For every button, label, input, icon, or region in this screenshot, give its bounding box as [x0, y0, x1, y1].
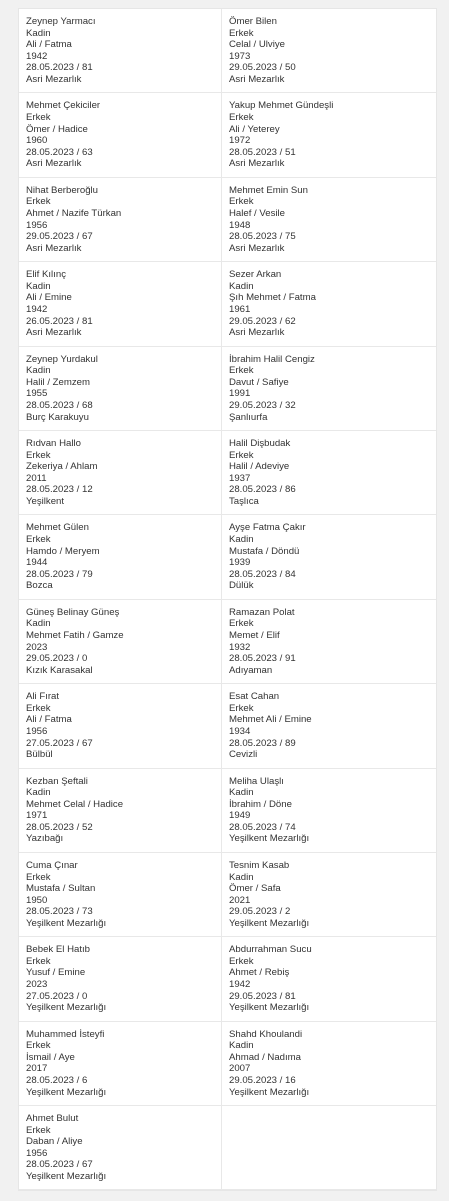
record-place: Bozca [26, 580, 53, 592]
record-birth-year: 1948 [229, 219, 251, 231]
record-birth-year: 1950 [26, 894, 48, 906]
record-place: Asri Mezarlık [26, 242, 82, 254]
record-date-code: 29.05.2023 / 50 [229, 62, 296, 74]
record-gender: Erkek [229, 702, 254, 714]
record-date-code: 26.05.2023 / 81 [26, 315, 93, 327]
record-place: Yeşilkent Mezarlığı [229, 1002, 310, 1014]
record-parents: Ömer / Hadice [26, 123, 88, 135]
record-birth-year: 1944 [26, 557, 48, 569]
record-gender: Erkek [26, 871, 51, 883]
record-date-code: 28.05.2023 / 75 [229, 231, 296, 243]
record-date-code: 28.05.2023 / 74 [229, 821, 296, 833]
record-card [19, 937, 222, 1021]
record-birth-year: 2021 [229, 894, 251, 906]
record-gender: Kadin [26, 365, 51, 377]
record-date-code: 29.05.2023 / 32 [229, 399, 296, 411]
record-card [222, 937, 436, 1021]
record-parents: Mehmet Fatih / Gamze [26, 629, 124, 641]
record-place: Dülük [229, 580, 254, 592]
record-date-code: 28.05.2023 / 63 [26, 146, 93, 158]
record-name: Muhammed İsteyfi [26, 1028, 105, 1040]
record-name: Rıdvan Hallo [26, 437, 81, 449]
record-name: Nihat Berberoğlu [26, 184, 98, 196]
record-parents: Ahmad / Nadıma [229, 1051, 301, 1063]
record-parents: Ali / Fatma [26, 39, 72, 51]
record-date-code: 28.05.2023 / 84 [229, 568, 296, 580]
record-name: Mehmet Emin Sun [229, 184, 308, 196]
record-birth-year: 1942 [26, 303, 48, 315]
record-birth-year: 1937 [229, 472, 251, 484]
record-gender: Erkek [26, 955, 51, 967]
record-name: Zeynep Yarmacı [26, 16, 96, 27]
record-place: Yeşilkent Mezarlığı [26, 1002, 107, 1014]
record-birth-year: 1972 [229, 135, 251, 147]
record-card [19, 1022, 222, 1106]
record-place: Asri Mezarlık [229, 327, 285, 339]
record-place: Yeşilkent Mezarlığı [229, 833, 310, 845]
record-card [19, 515, 222, 599]
record-card [19, 9, 222, 93]
record-parents: Zekeriya / Ahlam [26, 461, 98, 473]
record-place: Yeşilkent Mezarlığı [26, 1171, 107, 1183]
record-card [222, 769, 436, 853]
record-birth-year: 2023 [26, 979, 48, 991]
record-gender: Kadin [229, 871, 254, 883]
record-birth-year: 1960 [26, 135, 48, 147]
record-card [19, 684, 222, 768]
record-gender: Erkek [229, 365, 254, 377]
record-date-code: 28.05.2023 / 73 [26, 906, 93, 918]
record-birth-year: 1991 [229, 388, 251, 400]
record-place: Burç Karakuyu [26, 411, 89, 423]
record-place: Yeşilkent Mezarlığı [229, 917, 310, 929]
record-gender: Erkek [229, 196, 254, 208]
record-name: Zeynep Yurdakul [26, 353, 98, 365]
record-name: Güneş Belinay Güneş [26, 606, 120, 618]
record-place: Cevizli [229, 749, 258, 761]
record-card [222, 684, 436, 768]
record-name: Yakup Mehmet Gündeşli [229, 100, 334, 112]
record-parents: Hamdo / Meryem [26, 545, 100, 557]
record-birth-year: 1971 [26, 810, 48, 822]
record-date-code: 29.05.2023 / 81 [229, 990, 296, 1002]
record-parents: Davut / Safiye [229, 376, 289, 388]
record-gender: Kadin [26, 27, 51, 39]
record-birth-year: 1956 [26, 725, 48, 737]
record-place: Yeşilkent [26, 495, 65, 507]
record-parents: Yusuf / Emine [26, 967, 86, 979]
record-card [19, 347, 222, 431]
record-gender: Kadin [229, 533, 254, 545]
empty-cell [222, 1106, 436, 1190]
record-parents: İbrahim / Döne [229, 798, 292, 810]
record-name: Abdurrahman Sucu [229, 944, 312, 956]
record-place: Şanlıurfa [229, 411, 268, 423]
record-card [19, 769, 222, 853]
record-birth-year: 1942 [26, 50, 48, 62]
record-place: Yeşilkent Mezarlığı [229, 1086, 310, 1098]
record-gender: Erkek [26, 1040, 51, 1052]
record-gender: Kadin [229, 787, 254, 799]
record-date-code: 29.05.2023 / 16 [229, 1075, 296, 1087]
record-birth-year: 1973 [229, 50, 251, 62]
record-place: Taşlıca [229, 495, 259, 507]
record-name: Esat Cahan [229, 691, 280, 703]
record-parents: Halil / Zemzem [26, 376, 90, 388]
record-date-code: 27.05.2023 / 0 [26, 990, 88, 1002]
record-gender: Erkek [229, 27, 254, 39]
record-parents: Mehmet Celal / Hadice [26, 798, 124, 810]
record-date-code: 28.05.2023 / 67 [26, 1159, 93, 1171]
record-place: Asri Mezarlık [229, 73, 285, 85]
record-place: Asri Mezarlık [26, 158, 82, 170]
record-name: Mehmet Gülen [26, 522, 89, 534]
record-parents: Mehmet Ali / Emine [229, 714, 312, 726]
record-card [222, 600, 436, 684]
record-place: Asri Mezarlık [229, 158, 285, 170]
record-parents: Memet / Elif [229, 629, 280, 641]
record-place: Yeşilkent Mezarlığı [26, 1086, 107, 1098]
record-place: Yazıbağı [26, 833, 64, 845]
record-date-code: 28.05.2023 / 51 [229, 146, 296, 158]
record-card [19, 262, 222, 346]
record-place: Bülbül [26, 749, 53, 761]
record-place: Yeşilkent Mezarlığı [26, 917, 107, 929]
record-parents: Halef / Vesile [229, 207, 285, 219]
record-name: Sezer Arkan [229, 269, 282, 281]
record-card [222, 93, 436, 177]
record-parents: Mustafa / Sultan [26, 883, 96, 895]
record-name: Halil Dişbudak [229, 437, 291, 449]
record-card [222, 853, 436, 937]
record-parents: Celal / Ulviye [229, 39, 285, 51]
record-name: Kezban Şeftali [26, 775, 88, 787]
record-date-code: 28.05.2023 / 91 [229, 653, 296, 665]
record-birth-year: 2017 [26, 1063, 48, 1075]
record-date-code: 29.05.2023 / 62 [229, 315, 296, 327]
record-gender: Kadin [26, 787, 51, 799]
record-birth-year: 2011 [26, 472, 47, 484]
record-gender: Erkek [229, 955, 254, 967]
record-card [19, 853, 222, 937]
record-date-code: 27.05.2023 / 67 [26, 737, 93, 749]
record-date-code: 28.05.2023 / 86 [229, 484, 296, 496]
record-date-code: 29.05.2023 / 2 [229, 906, 291, 918]
record-card [222, 431, 436, 515]
record-name: Ali Fırat [26, 691, 60, 703]
records-grid [19, 9, 436, 1190]
record-card [222, 515, 436, 599]
record-parents: Ali / Emine [26, 292, 72, 304]
record-card [19, 431, 222, 515]
record-card [222, 9, 436, 93]
record-place: Adıyaman [229, 664, 273, 676]
record-birth-year: 2007 [229, 1063, 251, 1075]
record-gender: Erkek [229, 618, 254, 630]
record-parents: Ali / Fatma [26, 714, 72, 726]
record-date-code: 28.05.2023 / 12 [26, 484, 93, 496]
record-birth-year: 1955 [26, 388, 48, 400]
record-card [222, 1022, 436, 1106]
record-birth-year: 1949 [229, 810, 251, 822]
record-date-code: 28.05.2023 / 89 [229, 737, 296, 749]
record-gender: Erkek [26, 702, 51, 714]
record-name: Tesnim Kasab [229, 859, 290, 871]
record-parents: Halil / Adeviye [229, 461, 290, 473]
record-name: Ömer Bilen [229, 16, 277, 27]
record-card [222, 262, 436, 346]
record-name: Ahmet Bulut [26, 1113, 79, 1125]
record-gender: Erkek [26, 111, 51, 123]
record-gender: Kadin [26, 618, 51, 630]
record-birth-year: 1934 [229, 725, 251, 737]
record-name: İbrahim Halil Cengiz [229, 353, 315, 365]
record-birth-year: 2023 [26, 641, 48, 653]
record-birth-year: 1932 [229, 641, 251, 653]
record-gender: Erkek [26, 533, 51, 545]
record-name: Elif Kılınç [26, 269, 66, 281]
record-gender: Kadin [229, 280, 254, 292]
record-name: Meliha Ulaşlı [229, 775, 284, 787]
record-gender: Erkek [26, 449, 51, 461]
record-name: Cuma Çınar [26, 859, 78, 871]
record-parents: Şıh Mehmet / Fatma [229, 292, 316, 304]
record-name: Mehmet Çekiciler [26, 100, 101, 112]
record-name: Bebek El Hatıb [26, 944, 90, 956]
record-place: Asri Mezarlık [229, 242, 285, 254]
records-table [18, 8, 437, 1191]
record-place: Asri Mezarlık [26, 73, 82, 85]
record-parents: Ömer / Safa [229, 883, 281, 895]
record-card [19, 93, 222, 177]
record-date-code: 28.05.2023 / 52 [26, 821, 93, 833]
record-birth-year: 1939 [229, 557, 251, 569]
record-gender: Erkek [229, 449, 254, 461]
record-gender: Erkek [26, 196, 51, 208]
record-gender: Erkek [26, 1124, 51, 1136]
record-parents: Mustafa / Döndü [229, 545, 300, 557]
record-card [222, 347, 436, 431]
record-parents: Daban / Aliye [26, 1136, 83, 1148]
record-date-code: 28.05.2023 / 81 [26, 62, 93, 74]
record-parents: Ahmet / Rebiş [229, 967, 290, 979]
record-date-code: 28.05.2023 / 6 [26, 1075, 88, 1087]
record-card [19, 1106, 222, 1190]
record-date-code: 28.05.2023 / 68 [26, 399, 93, 411]
record-gender: Kadin [229, 1040, 254, 1052]
record-birth-year: 1961 [229, 303, 251, 315]
record-parents: Ahmet / Nazife Türkan [26, 207, 122, 219]
record-name: Shahd Khoulandi [229, 1028, 303, 1040]
record-gender: Erkek [229, 111, 254, 123]
record-place: Kızık Karasakal [26, 664, 93, 676]
record-date-code: 29.05.2023 / 67 [26, 231, 93, 243]
record-place: Asri Mezarlık [26, 327, 82, 339]
record-card [19, 178, 222, 262]
record-name: Ayşe Fatma Çakır [229, 522, 306, 534]
record-birth-year: 1956 [26, 1147, 48, 1159]
record-parents: Ali / Yeterey [229, 123, 280, 135]
record-date-code: 28.05.2023 / 79 [26, 568, 93, 580]
record-card [19, 600, 222, 684]
record-date-code: 29.05.2023 / 0 [26, 653, 88, 665]
record-parents: İsmail / Aye [26, 1051, 75, 1063]
record-birth-year: 1942 [229, 979, 251, 991]
record-name: Ramazan Polat [229, 606, 295, 618]
record-gender: Kadin [26, 280, 51, 292]
record-birth-year: 1956 [26, 219, 48, 231]
record-card [222, 178, 436, 262]
